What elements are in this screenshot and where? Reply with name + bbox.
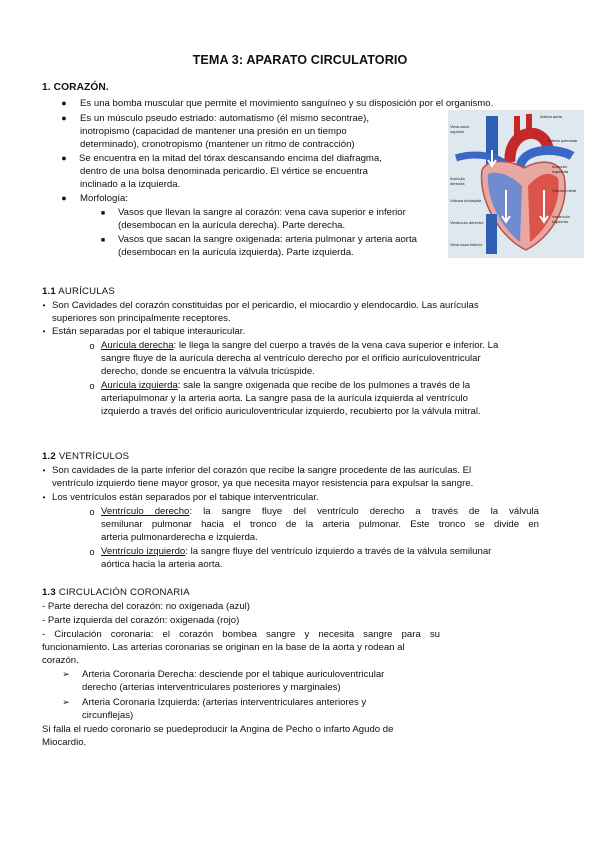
bullet: • <box>42 466 46 475</box>
definition-text: derecho, donde se encuentra la válvula tricúspide. <box>101 366 315 377</box>
bullet-text: inclinado a la izquierda. <box>80 179 181 190</box>
sub-bullet-text: Vasos que sacan la sangre oxigenada: arteria pulmonar y arteria aorta <box>118 234 418 245</box>
definition-auricula-derecha: Aurícula derecha: le llega la sangre del cuerpo a través de la vena cava superior e inferior. La <box>101 340 499 351</box>
definition-text: izquierdo a través del orificio auriculoventricular izquierdo, recubierto por la válvula mitral. <box>101 406 481 417</box>
definition-text: arteria pulmonarderecha e izquierda. <box>101 532 258 543</box>
bullet-text: superiores son principalmente receptores. <box>52 313 231 324</box>
paragraph-text: funcionamiento. Las arterias coronarias se originan en la base de la aorta y rodean al <box>42 642 405 653</box>
definition-ventriculo-derecho: Ventrículo derecho: la sangre fluye del ventrículo derecho a través de la válvula <box>101 506 539 517</box>
figure-label: Válvula mitral <box>552 188 577 193</box>
bullet: • <box>42 301 46 310</box>
circle-bullet: o <box>89 546 95 557</box>
definition-ventriculo-izquierdo: Ventrículo izquierdo: la sangre fluye del ventrículo izquierdo a través de la válvula semilunar <box>101 546 492 557</box>
figure-label: Arteria pulmonar <box>548 138 578 143</box>
sub-bullet: ■ <box>100 210 106 217</box>
section-heading-ventriculos: 1.2 VENTRÍCULOS <box>42 451 130 462</box>
bullet: ● <box>61 113 67 123</box>
figure-label: Ventrículo derecho <box>450 220 484 225</box>
arrow-bullet-text: circunflejas) <box>82 710 134 721</box>
closing-text: Miocardio. <box>42 737 87 748</box>
circle-bullet: o <box>89 340 95 351</box>
definition-text: sangre fluye de la aurícula derecha al ventrículo derecho por el orificio aurículoventricular <box>101 353 481 364</box>
bullet-text: ventrículo izquierdo tiene mayor grosor, ya que necesita mayor resistencia para expulsar la sangre. <box>52 478 474 489</box>
page-title: TEMA 3: APARATO CIRCULATORIO <box>192 53 408 67</box>
bullet-text: inotropismo (capacidad de mantener una presión en un tiempo <box>80 126 347 137</box>
line-text: - Parte izquierda del corazón: oxigenada (rojo) <box>42 615 240 626</box>
sub-bullet-text: Vasos que llevan la sangre al corazón: vena cava superior e inferior <box>118 207 406 218</box>
section-heading-auriculas: 1.1 AURÍCULAS <box>42 286 115 297</box>
bullet-text: Los ventrículos están separados por el tabique interventricular. <box>52 492 319 503</box>
paragraph-text: - Circulación coronaria: el corazón bombea sangre y necesita sangre para su <box>42 629 440 640</box>
bullet-text: Es una bomba muscular que permite el movimiento sanguíneo y su disposición por el organismo. <box>80 98 494 109</box>
figure-label: Ventrículo izquierdo <box>552 214 570 224</box>
definition-text: semilunar pulmonar hacia el tronco de la arteria pulmonar. Este tronco se divide en <box>101 519 539 530</box>
bullet: • <box>42 327 46 336</box>
bullet-text: Son cavidades de la parte inferior del corazón que recibe la sangre procedente de las aurículas. El <box>52 465 472 476</box>
sub-bullet-text: (desembocan en la aurícula izquierda). Parte izquierda. <box>118 247 354 258</box>
sub-bullet-text: (desembocan en la aurícula derecha). Parte derecha. <box>118 220 346 231</box>
arrow-bullet: ➢ <box>62 669 70 679</box>
figure-label: Vena cava inferior <box>450 242 483 247</box>
bullet-text: Están separadas por el tabique interauricular. <box>52 326 246 337</box>
section-heading-circulacion-coronaria: 1.3 CIRCULACIÓN CORONARIA <box>42 587 190 598</box>
figure-label: Aurícula izquierda <box>552 164 569 174</box>
bullet-text: Es un músculo pseudo estriado: automatismo (él mismo secontrae), <box>80 113 370 124</box>
arrow-bullet-text: derecho (arterias interventriculares posteriores y marginales) <box>82 682 341 693</box>
line-text: - Parte derecha del corazón: no oxigenada (azul) <box>42 601 250 612</box>
figure-label: Válvula tricúspide <box>450 198 482 203</box>
section-heading-corazon: 1. CORAZÓN. <box>42 82 109 93</box>
sub-bullet: ■ <box>100 237 106 244</box>
circle-bullet: o <box>89 506 95 517</box>
heart-diagram <box>448 110 584 258</box>
bullet-text: Son Cavidades del corazón constituidas por el pericardio, el miocardio y elendocardio. Las aurículas <box>52 300 479 311</box>
figure-label: Arteria aorta <box>540 114 563 119</box>
figure-label: Aurícula derecha <box>450 176 465 186</box>
arrow-bullet-text: Arteria Coronaria Izquierda: (arterias interventriculares anteriores y <box>82 697 367 708</box>
figure-label: Vena cava superior <box>450 124 469 134</box>
definition-auricula-izquierda: Aurícula izquierda: sale la sangre oxigenada que recibe de los pulmones a través de la <box>101 380 471 391</box>
bullet: ● <box>61 98 67 108</box>
bullet-text: determinado), cronotropismo (mantener un ritmo de contracción) <box>80 139 355 150</box>
bullet-text: dentro de una bolsa denominada pericardio. El vértice se encuentra <box>80 166 368 177</box>
definition-text: aórtica hacia la arteria aorta. <box>101 559 223 570</box>
bullet-text: Se encuentra en la mitad del tórax descansando encima del diafragma, <box>79 153 382 164</box>
closing-text: Si falla el ruedo coronario se puedeproducir la Angina de Pecho o infarto Agudo de <box>42 724 394 735</box>
bullet: ● <box>61 153 67 163</box>
bullet-text: Morfología: <box>80 193 128 204</box>
arrow-bullet-text: Arteria Coronaria Derecha: desciende por el tabique auriculoventricular <box>82 669 385 680</box>
bullet: ● <box>61 193 67 203</box>
paragraph-text: corazón. <box>42 655 79 666</box>
bullet: • <box>42 493 46 502</box>
circle-bullet: o <box>89 380 95 391</box>
arrow-bullet: ➢ <box>62 697 70 707</box>
definition-text: arteriapulmonar y la arteria aorta. La sangre pasa de la aurícula izquierda al ventrículo <box>101 393 468 404</box>
